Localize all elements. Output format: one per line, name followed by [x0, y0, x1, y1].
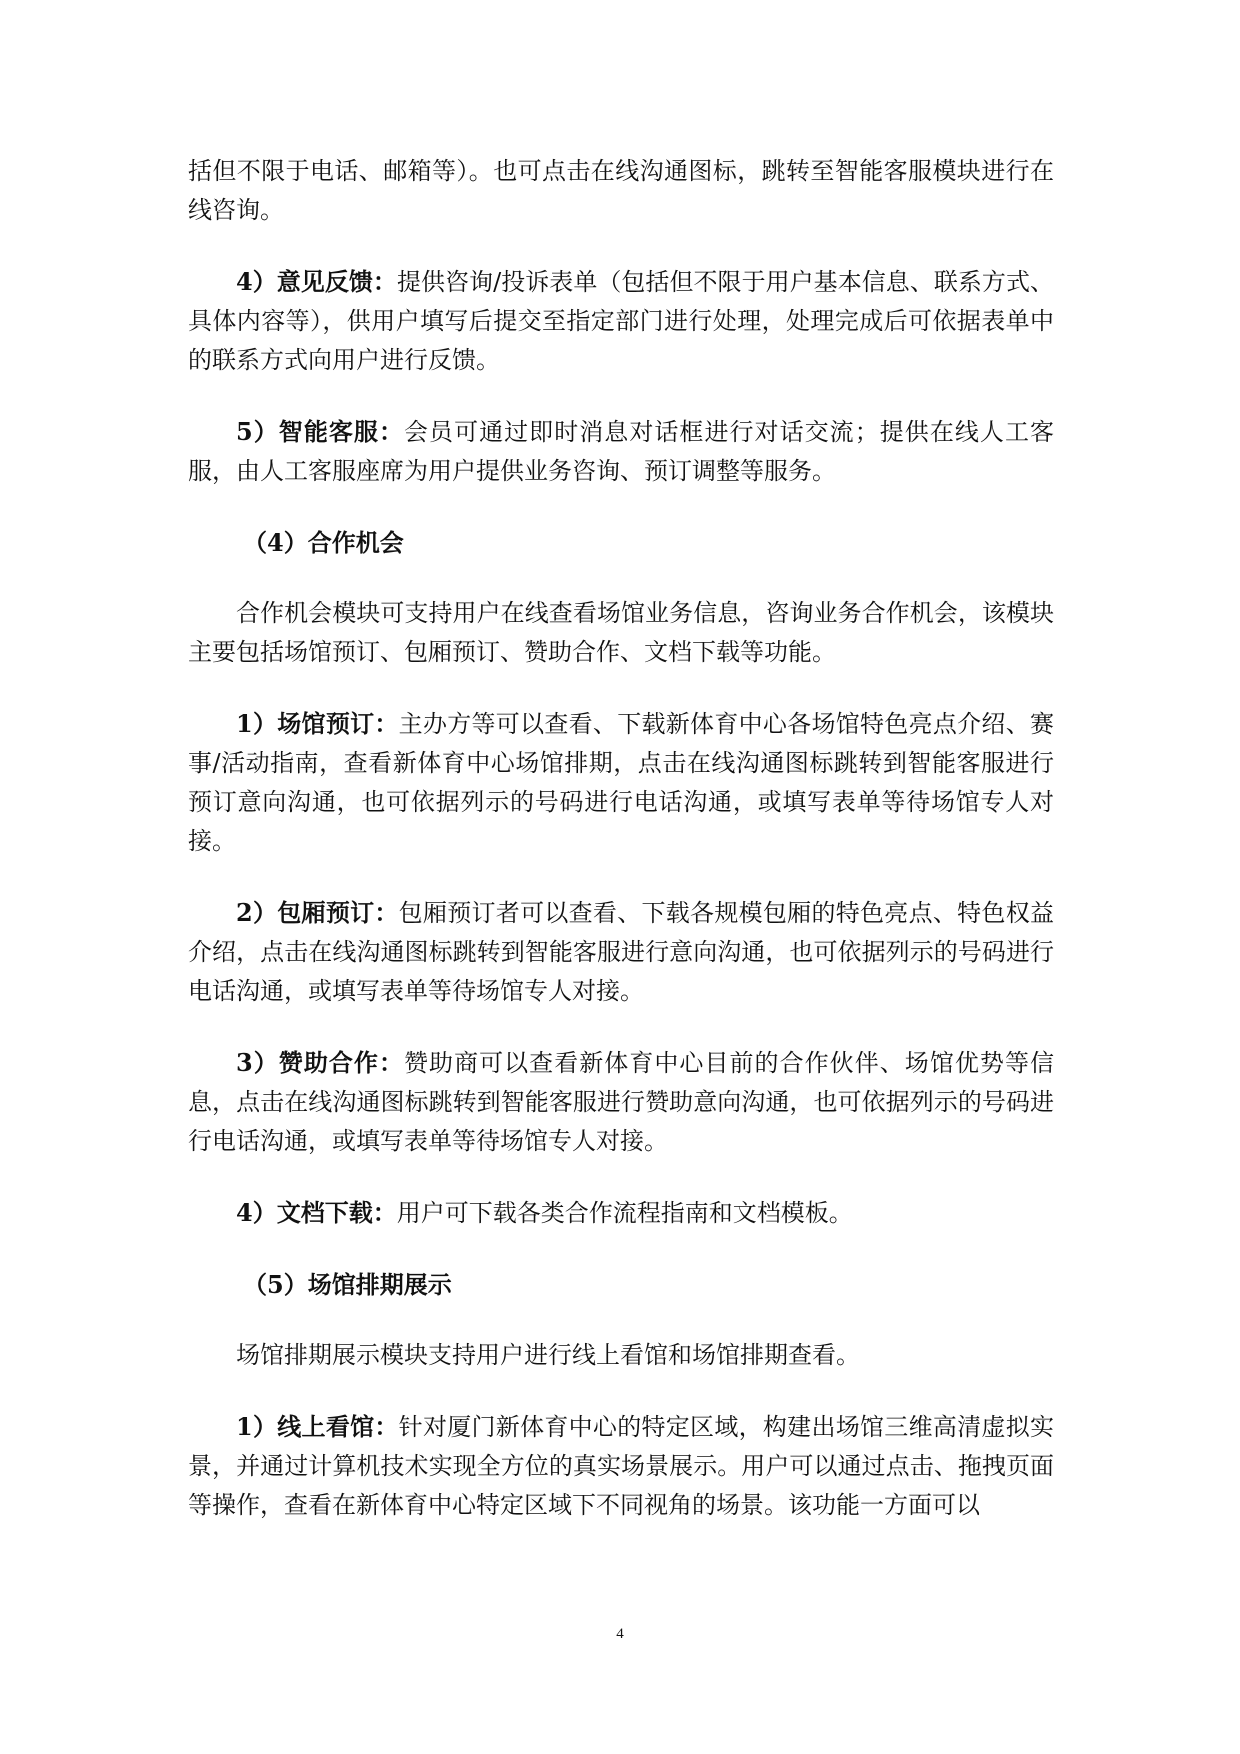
- paragraph-lead-term: 1）线上看馆：: [236, 1412, 399, 1441]
- section-heading: （5）场馆排期展示: [243, 1270, 452, 1299]
- paragraph-text: 场馆排期展示模块支持用户进行线上看馆和场馆排期查看。: [236, 1341, 860, 1369]
- paragraph-text: 用户可下载各类合作流程指南和文档模板。: [396, 1199, 853, 1227]
- section-heading: （4）合作机会: [243, 528, 404, 557]
- paragraph-text: 合作机会模块可支持用户在线查看场馆业务信息，咨询业务合作机会，该模块主要包括场馆预订、包厢预订、赞助合作、文档下载等功能。: [188, 599, 1054, 666]
- paragraph: [188, 262, 1054, 380]
- paragraph-lead-term: 1）场馆预订：: [236, 709, 399, 738]
- paragraph: [188, 152, 1054, 230]
- paragraph: [188, 893, 1054, 1011]
- paragraph-lead-term: 4）意见反馈：: [236, 267, 397, 296]
- paragraph-text: 会员可通过即时消息对话框进行对话交流；提供在线人工客服，由人工客服座席为用户提供业务咨询、预订调整等服务。: [188, 418, 1054, 485]
- paragraph-text: 括但不限于电话、邮箱等）。也可点击在线沟通图标，跳转至智能客服模块进行在线咨询。: [188, 157, 1054, 224]
- paragraph-lead-term: 5）智能客服：: [236, 417, 404, 446]
- paragraph-text: 提供咨询/投诉表单（包括但不限于用户基本信息、联系方式、具体内容等），供用户填写后提交至指定部门进行处理，处理完成后可依据表单中的联系方式向用户进行反馈。: [188, 268, 1054, 374]
- paragraph: [188, 412, 1054, 491]
- paragraph-text: 包厢预订者可以查看、下载各规模包厢的特色亮点、特色权益介绍，点击在线沟通图标跳转到智能客服进行意向沟通，也可依据列示的号码进行电话沟通，或填写表单等待场馆专人对接。: [188, 899, 1054, 1005]
- paragraph: [188, 1043, 1054, 1161]
- document-body: [188, 152, 1054, 1557]
- paragraph: [188, 594, 1054, 672]
- paragraph: [188, 1407, 1054, 1525]
- paragraph-lead-term: 4）文档下载：: [236, 1198, 397, 1227]
- paragraph-text: 主办方等可以查看、下载新体育中心各场馆特色亮点介绍、赛事/活动指南，查看新体育中心场馆排期，点击在线沟通图标跳转到智能客服进行预订意向沟通，也可依据列示的号码进行电话沟通，或填写表单等待场馆专人对接。: [188, 710, 1054, 855]
- paragraph: [188, 1336, 1054, 1375]
- paragraph: [188, 704, 1054, 861]
- paragraph-text: 针对厦门新体育中心的特定区域，构建出场馆三维高清虚拟实景，并通过计算机技术实现全方位的真实场景展示。用户可以通过点击、拖拽页面等操作，查看在新体育中心特定区域下不同视角的场景。该功能一方面可以: [188, 1413, 1054, 1519]
- paragraph-lead-term: 3）赞助合作：: [236, 1048, 404, 1077]
- paragraph: [188, 1193, 1054, 1233]
- paragraph-lead-term: 2）包厢预订：: [236, 898, 399, 927]
- paragraph-text: 赞助商可以查看新体育中心目前的合作伙伴、场馆优势等信息，点击在线沟通图标跳转到智能客服进行赞助意向沟通，也可依据列示的号码进行电话沟通，或填写表单等待场馆专人对接。: [188, 1049, 1054, 1155]
- page-number: 4: [616, 1626, 624, 1642]
